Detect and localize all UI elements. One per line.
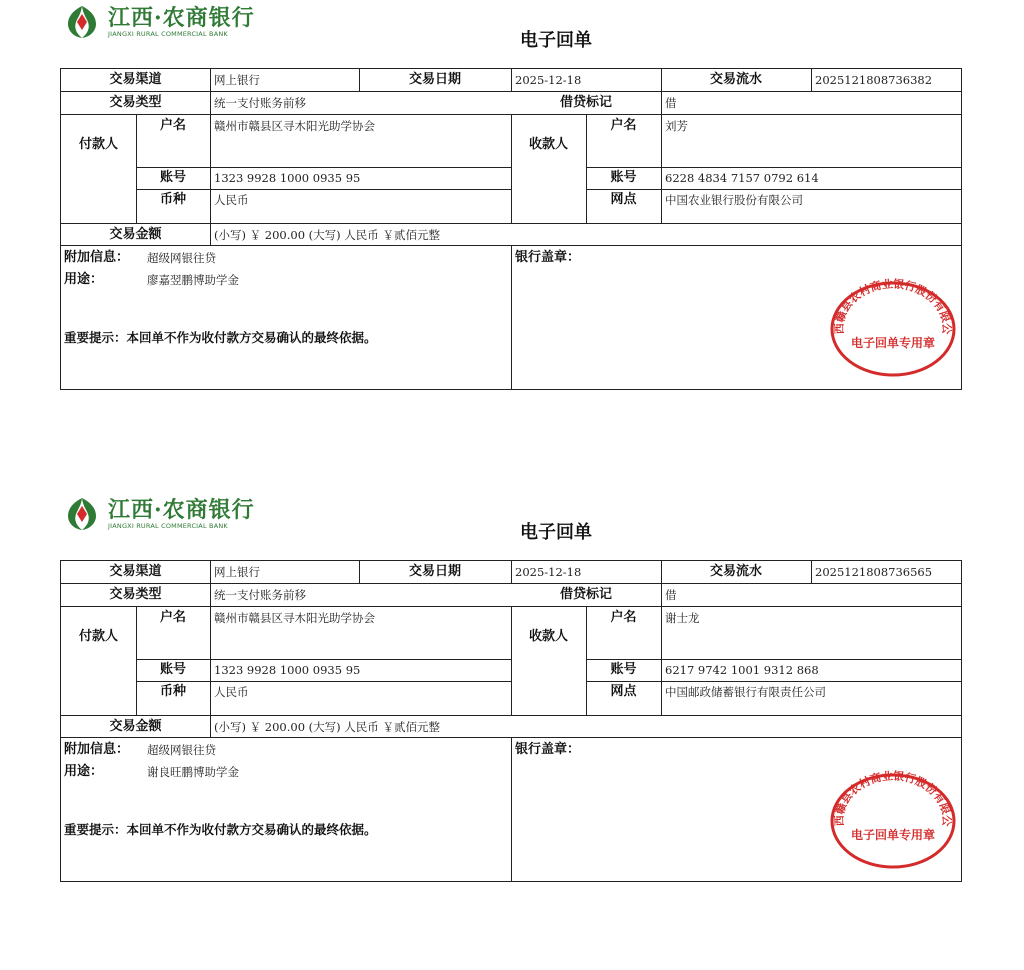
- receipt: [0, 0, 1024, 420]
- label-purpose: 用途：: [64, 272, 104, 287]
- important-notice: 重要提示：本回单不作为收付款方交易确认的最终依据。: [64, 822, 377, 837]
- label-serial: 交易流水: [709, 564, 762, 579]
- value-payee-branch: 中国邮政储蓄银行有限责任公司: [665, 685, 826, 699]
- value-type: 统一支付账务前移: [214, 96, 306, 110]
- label-payee-account: 账号: [610, 662, 637, 677]
- value-amount: (小写) ￥ 200.00 (大写) 人民币 ￥贰佰元整: [214, 720, 440, 734]
- value-payee-account: 6228 4834 7157 0792 614: [665, 171, 819, 185]
- bank-name-cn: 江西·农商银行: [108, 5, 255, 31]
- value-payer-name: 赣州市赣县区寻木阳光助学协会: [214, 119, 375, 133]
- label-date: 交易日期: [408, 564, 461, 579]
- value-serial: 2025121808736565: [815, 565, 933, 579]
- bank-seal-stamp: [829, 277, 957, 381]
- value-serial: 2025121808736382: [815, 73, 933, 87]
- value-extra-info: 超级网银往贷: [147, 251, 216, 265]
- value-date: 2025-12-18: [515, 73, 582, 87]
- receipt: [0, 492, 1024, 912]
- label-dc-flag: 借贷标记: [559, 587, 612, 602]
- label-bank-seal: 银行盖章：: [515, 742, 581, 757]
- value-payee-name: 刘芳: [665, 119, 688, 133]
- svg-text:江西赣县农村商业银行股份有限公司: 西赣县农村商业银行股份有限公: [832, 277, 954, 335]
- label-channel: 交易渠道: [109, 72, 162, 87]
- important-notice: 重要提示：本回单不作为收付款方交易确认的最终依据。: [64, 330, 377, 345]
- bank-name-cn: 江西·农商银行: [108, 497, 255, 523]
- value-payer-currency: 人民币: [214, 685, 249, 699]
- value-payee-branch: 中国农业银行股份有限公司: [665, 193, 803, 207]
- value-purpose: 廖嘉翌鹏博助学金: [147, 273, 239, 287]
- label-payer-name: 户名: [159, 118, 186, 133]
- label-payee-branch: 网点: [610, 192, 637, 207]
- label-extra-info: 附加信息：: [64, 250, 130, 265]
- label-payee-branch: 网点: [610, 684, 637, 699]
- value-date: 2025-12-18: [515, 565, 582, 579]
- value-extra-info: 超级网银往贷: [147, 743, 216, 757]
- label-type: 交易类型: [109, 95, 162, 110]
- label-payer: 付款人: [78, 629, 118, 644]
- label-purpose: 用途：: [64, 764, 104, 779]
- label-type: 交易类型: [109, 587, 162, 602]
- label-channel: 交易渠道: [109, 564, 162, 579]
- label-payer-currency: 币种: [159, 684, 186, 699]
- value-type: 统一支付账务前移: [214, 588, 306, 602]
- label-payer-account: 账号: [159, 662, 186, 677]
- label-payee-name: 户名: [610, 118, 637, 133]
- svg-text:电子回单专用章: 电子回单专用章: [850, 828, 936, 842]
- value-payer-currency: 人民币: [214, 193, 249, 207]
- value-dc-flag: 借: [665, 588, 677, 602]
- document-title: 电子回单: [520, 522, 592, 543]
- document-title: 电子回单: [520, 30, 592, 51]
- value-payee-account: 6217 9742 1001 9312 868: [665, 663, 819, 677]
- label-payer: 付款人: [78, 137, 118, 152]
- value-channel: 网上银行: [214, 73, 260, 87]
- value-amount: (小写) ￥ 200.00 (大写) 人民币 ￥贰佰元整: [214, 228, 440, 242]
- label-date: 交易日期: [408, 72, 461, 87]
- bank-seal-stamp: [829, 769, 957, 873]
- value-purpose: 谢良旺鹏博助学金: [147, 765, 239, 779]
- label-extra-info: 附加信息：: [64, 742, 130, 757]
- value-payer-name: 赣州市赣县区寻木阳光助学协会: [214, 611, 375, 625]
- label-payee-account: 账号: [610, 170, 637, 185]
- svg-text:江西赣县农村商业银行股份有限公司: 西赣县农村商业银行股份有限公: [832, 769, 954, 827]
- value-dc-flag: 借: [665, 96, 677, 110]
- label-payee-name: 户名: [610, 610, 637, 625]
- value-channel: 网上银行: [214, 565, 260, 579]
- value-payer-account: 1323 9928 1000 0935 95: [214, 663, 361, 677]
- label-amount: 交易金额: [109, 227, 162, 242]
- label-payer-name: 户名: [159, 610, 186, 625]
- svg-text:电子回单专用章: 电子回单专用章: [850, 336, 936, 350]
- label-bank-seal: 银行盖章：: [515, 250, 581, 265]
- value-payee-name: 谢士龙: [665, 611, 700, 625]
- label-payee: 收款人: [528, 629, 568, 644]
- label-payer-account: 账号: [159, 170, 186, 185]
- label-payer-currency: 币种: [159, 192, 186, 207]
- label-amount: 交易金额: [109, 719, 162, 734]
- bank-name-en: JIANGXI RURAL COMMERCIAL BANK: [108, 522, 228, 530]
- value-payer-account: 1323 9928 1000 0935 95: [214, 171, 361, 185]
- label-dc-flag: 借贷标记: [559, 95, 612, 110]
- label-payee: 收款人: [528, 137, 568, 152]
- bank-name-en: JIANGXI RURAL COMMERCIAL BANK: [108, 30, 228, 38]
- label-serial: 交易流水: [709, 72, 762, 87]
